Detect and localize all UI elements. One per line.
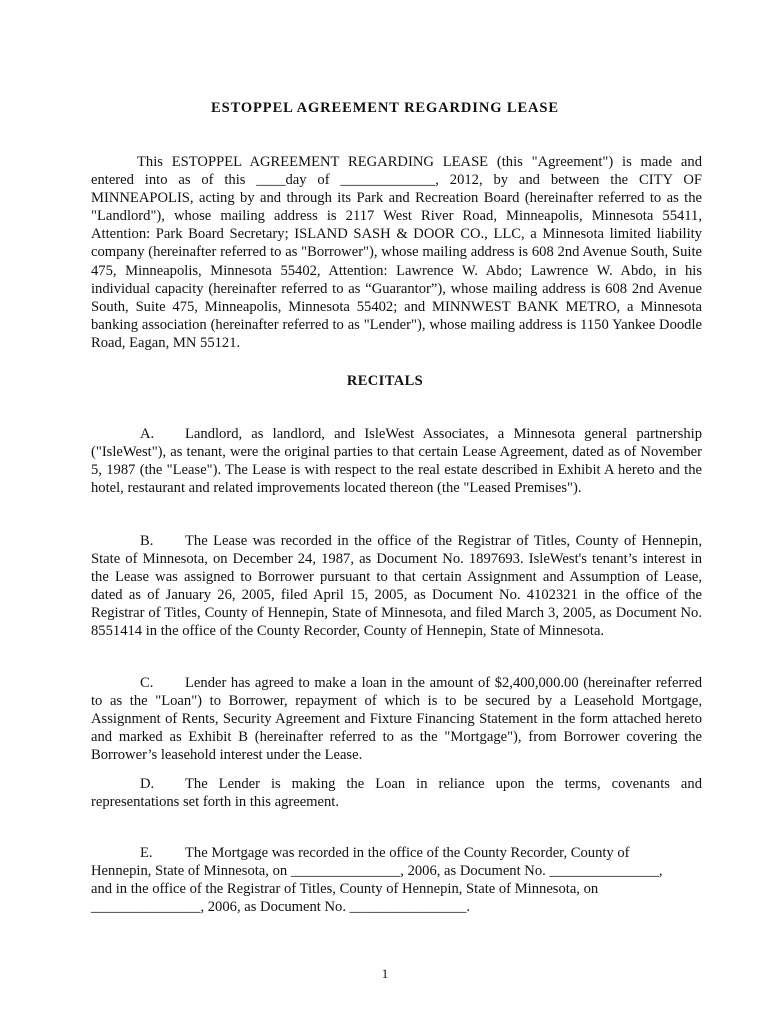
page-number: 1 xyxy=(381,966,389,981)
recital-text: Landlord, as landlord, and IsleWest Associates, a Minnesota general partnership ("IsleWest"), as tenant, were the original parties to that certain Lease Agreement, dated as of November 5, 1987 (the "Lease"). The Lease is with respect to the real estate described in Exhibit A hereto and the hotel, restaurant and related improvements located thereon (the "Leased Premises"). xyxy=(91,426,702,497)
recital-line: Hennepin, State of Minnesota, on _______________, 2006, as Document No. _______________, xyxy=(91,863,663,880)
recital-text: The Lease was recorded in the office of the Registrar of Titles, County of Hennepin, State of Minnesota, on December 24, 1987, as Document No. 1897693. IsleWest's tenant’s interest in the Lease was assigned to Borrower pursuant to that certain Assignment and Assumption of Lease, dated as of January 26, 2005, filed April 15, 2005, as Document No. 4102321 in the office of the Registrar of Titles, County of Hennepin, State of Minnesota, and filed March 3, 2005, as Document No. 8551414 in the office of the County Recorder, County of Hennepin, State of Minnesota. xyxy=(91,533,702,640)
document-title: ESTOPPEL AGREEMENT REGARDING LEASE xyxy=(211,100,559,116)
recital-c xyxy=(91,674,702,764)
recital-label: B. xyxy=(140,533,154,549)
recital-label: C. xyxy=(140,675,154,691)
recital-line: and in the office of the Registrar of Titles, County of Hennepin, State of Minnesota, on xyxy=(91,881,599,898)
recitals-heading: RECITALS xyxy=(346,373,424,389)
recital-label: A. xyxy=(140,426,155,442)
recital-label: E. xyxy=(140,845,153,861)
recital-b xyxy=(91,532,702,641)
recital-line: _______________, 2006, as Document No. ________________. xyxy=(91,899,471,916)
recital-line: The Mortgage was recorded in the office of the County Recorder, County of xyxy=(185,845,630,861)
recital-d xyxy=(91,775,702,811)
recital-text: Lender has agreed to make a loan in the amount of $2,400,000.00 (hereinafter referred to as the "Loan") to Borrower, repayment of which is to be secured by a Leasehold Mortgage, Assignment of Rents, Security Agreement and Fixture Financing Statement in the form attached hereto and marked as Exhibit B (hereinafter referred to as the "Mortgage"), from Borrower covering the Borrower’s leasehold interest under the Lease. xyxy=(91,675,702,764)
recital-a xyxy=(91,425,702,497)
recital-label: D. xyxy=(140,776,155,792)
recital-text: The Lender is making the Loan in reliance upon the terms, covenants and representations set forth in this agreement. xyxy=(91,776,702,811)
intro-paragraph: This ESTOPPEL AGREEMENT REGARDING LEASE (this "Agreement") is made and entered into as of this ____day of _____________, 2012, by and between the CITY OF MINNEAPOLIS, acting by and through its Park and Recreation Board (hereinafter referred to as the "Landlord"), whose mailing address is 2117 West River Road, Minneapolis, Minnesota 55411, Attention: Park Board Secretary; ISLAND SASH & DOOR CO., LLC, a Minnesota limited liability company (hereinafter referred to as "Borrower"), whose mailing address is 608 2nd Avenue South, Suite 475, Minneapolis, Minnesota 55402, Attention: Lawrence W. Abdo; Lawrence W. Abdo, in his individual capacity (hereinafter referred to as “Guarantor”), whose mailing address is 608 2nd Avenue South, Suite 475, Minneapolis, Minnesota 55402; and MINNWEST BANK METRO, a Minnesota banking association (hereinafter referred to as "Lender"), whose mailing address is 1150 Yankee Doodle Road, Eagan, MN 55121. xyxy=(91,154,702,351)
recital-e xyxy=(91,844,702,916)
